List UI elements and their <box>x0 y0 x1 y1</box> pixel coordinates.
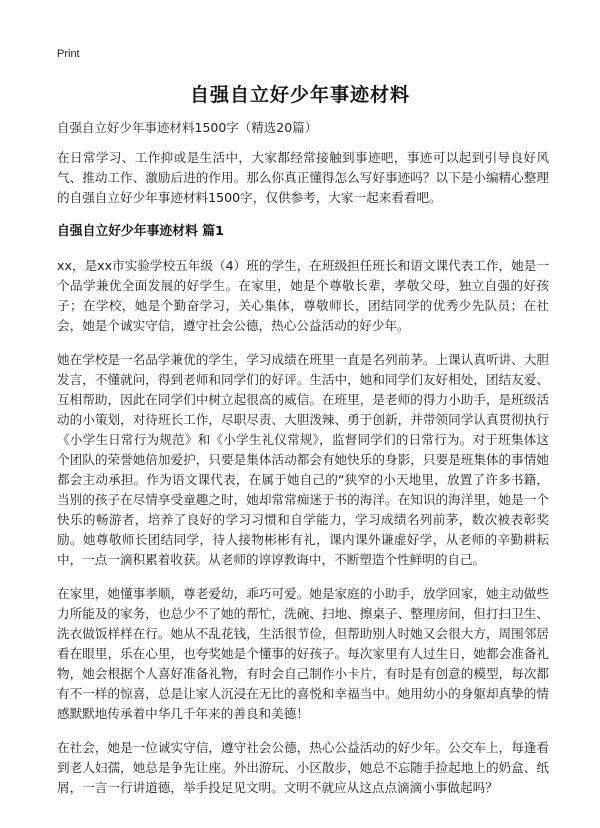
section-heading: 自强自立好少年事迹材料 篇1 <box>57 224 224 239</box>
body-paragraph-4: 在社会，她是一位诚实守信，遵守社会公德，热心公益活动的好少年。公交车上，每逢看到老人妇孺，她总是争先让座。外出游玩、小区散步，她总不忘随手捡起地上的奶盒、纸屑，一言一行讲道德，举手投足见文明。文明不就应从这点点滴滴小事做起吗？ <box>57 740 549 795</box>
intro-paragraph: 在日常学习、工作抑或是生活中，大家都经常接触到事迹吧，事迹可以起到引导良好风气、推动工作、激励后进的作用。那么你真正懂得怎么写好事迹吗？以下是小编精心整理的自强自立好少年事迹材料1500字，仅供参考，大家一起来看看吧。 <box>57 150 549 205</box>
body-paragraph-2: 她在学校是一名品学兼优的学生，学习成绩在班里一直是名列前茅。上课认真听讲、大胆发言，不懂就问，得到老师和同学们的好评。生活中，她和同学们友好相处，团结友爱、互相帮助，因此在同学们中树立起很高的威信。在班里，是老师的得力小助手，是班级活动的小策划，对待班长工作，尽职尽责、大胆泼辣、勇于创新，并带领同学认真贯彻执行《小学生日常行为规范》和《小学生礼仪常规》，监督同学们的日常行为。对于班集体这个团队的荣誉她倍加爱护，只要是集体活动都会有她快乐的身影，只要是班集体的事情她都会主动承担。作为语文课代表，在属于她自己的“狭窄的小天地里，放置了许多书籍，当别的孩子在尽情享受童趣之时，她却常常痴迷于书的海洋。在知识的海洋里，她是一个快乐的畅游者，培养了良好的学习习惯和自学能力，学习成绩名列前茅，数次被表彰奖励。她尊敬师长团结同学，待人接物彬彬有礼，课内课外谦虚好学，从老师的辛勤耕耘中，一点一滴积累着收获。从老师的谆谆教诲中，不断塑造个性鲜明的自己。 <box>57 352 549 567</box>
body-paragraph-3: 在家里，她懂事孝顺，尊老爱幼，乖巧可爱。她是家庭的小助手，放学回家，她主动做些力所能及的家务，也总少不了她的帮忙，洗碗、扫地、擦桌子、整理房间，但打扫卫生、洗衣做饭样样在行。她从不乱花钱，生活很节俭，但帮助别人时她又会很大方，周围邻居看在眼里，乐在心里，也夸奖她是个懂事的好孩子。每次家里有人过生日，她都会准备礼物，她会根据个人喜好准备礼物，有时会自己制作小卡片，有时是有创意的模型，每次都有不一样的惊喜，总是让家人沉浸在无比的喜悦和幸福当中。她用幼小的身躯却真挚的情感默默地传承着中华几千年来的善良和美德！ <box>57 586 549 721</box>
subtitle: 自强自立好少年事迹材料1500字（精选20篇） <box>57 120 318 135</box>
body-paragraph-1: xx，是xx市实验学校五年级（4）班的学生，在班级担任班长和语文课代表工作，她是一个品学兼优全面发展的好学生。在家里，她是个尊敬长辈，孝敬父母，独立自强的好孩子；在学校，她是个勤奋学习，关心集体，尊敬师长，团结同学的优秀少先队员；在社会，她是个诚实守信，遵守社会公德，热心公益活动的好少年。 <box>57 258 549 333</box>
page-title: 自强自立好少年事迹材料 <box>189 84 410 106</box>
article-body <box>57 148 549 812</box>
print-link[interactable]: Print <box>57 48 80 60</box>
